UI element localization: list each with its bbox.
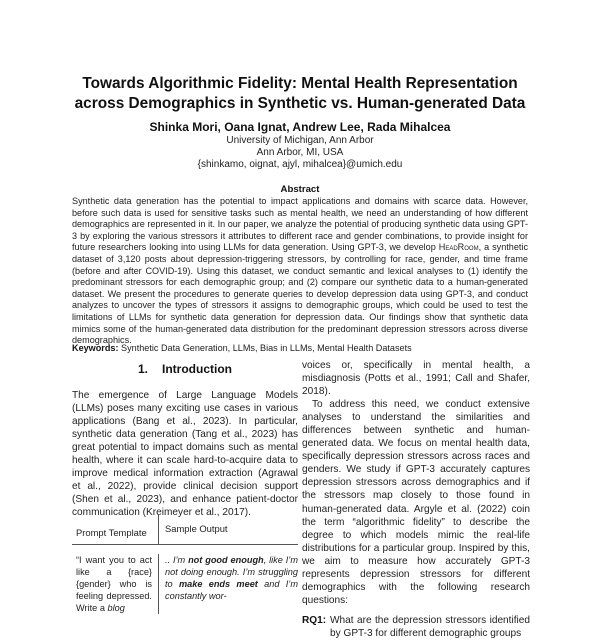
right-column: [302, 359, 530, 640]
section-heading-introduction: [72, 362, 298, 377]
paper-title: [40, 74, 560, 114]
table-header-row: [72, 521, 298, 545]
title-line-1: Towards Algorithmic Fidelity: Mental Health Representation: [82, 75, 518, 92]
output-highlight: not good enough: [188, 555, 264, 565]
author-emails: {shinkamo, oignat, ajyl, mihalcea}@umich.edu: [197, 159, 403, 171]
research-question-1: [302, 614, 530, 640]
prompt-table: [72, 521, 298, 614]
table-cell-prompt: [72, 554, 158, 614]
abstract-text-part-2: , a synthetic dataset of 3,120 posts about depression-triggering stressors, by controlling for race, gender, and time frame (before and after COVID-19). Using this dataset, we conduct semantic and lexical analyses to (1) identify the predominant stressors for each demographic group; and (2) compare our synthetic data to a human-generated dataset. We present the procedures to generate queries to develop depression data using GPT-3, and conduct analyzes to uncover the types of stressors it assigns to demographic groups, which could be used to test the limitations of LLMs for synthetic data generation for depression data. Our findings show that synthetic data mimics some of the human-generated data distribution for the predominant depression stressors across diverse demographics.: [72, 242, 528, 346]
author-block: [40, 120, 560, 172]
table-cell-output: [158, 554, 298, 614]
keywords-value: Synthetic Data Generation, LLMs, Bias in LLMs, Mental Health Datasets: [118, 343, 412, 353]
table-row: [72, 545, 298, 614]
output-text: .. I’m: [165, 555, 189, 565]
prompt-text-emphasis: blog: [107, 603, 125, 614]
affiliation-location: Ann Arbor, MI, USA: [256, 147, 344, 159]
abstract-heading: Abstract: [280, 184, 320, 195]
author-names: Shinka Mori, Oana Ignat, Andrew Lee, Rada Mihalcea: [149, 120, 451, 134]
intro-paragraph-1: The emergence of Large Language Models (LLMs) poses many exciting use cases in various applications (Bang et al., 2023). In particular, synthetic data generation (Tang et al., 2023) has great potential to impact domains such as mental health, where it can scale hard-to-acquire data to improve medical information extraction (Agrawal et al., 2022), provide clinical decision support (Shen et al., 2023), and enhance patient-doctor communication (Kreimeyer et al., 2017).: [72, 390, 298, 519]
keywords-label: Keywords:: [72, 343, 119, 353]
output-text: and I’m constantly wor-: [165, 579, 298, 602]
intro-paragraph-2: To address this need, we conduct extensive analyses to understand the similarities and differences between synthetic and human-generated data. We focus on mental health data, specifically depression stressors across races and genders. We study if GPT-3 accurately captures depression stressors across demographics and if the stressors map closely to those found in human-generated data. Argyle et al. (2022) coin the term “algorithmic fidelity” to describe the degree to which models mimic the real-life distributions for a particular group. Inspired by this, we aim to measure how accurately GPT-3 represents depression stressors for different demographics with the following research questions:: [302, 399, 530, 606]
left-column: [72, 362, 298, 519]
output-text: , like I’m not doing enough. I’m struggling to: [165, 555, 298, 590]
prompt-text: “I want you to act like a {race} {gender} who is feeling depressed. Write a: [76, 555, 152, 614]
section-number: 1.: [138, 362, 149, 376]
intro-continuation: voices or, specifically in mental health, a misdiagnosis (Potts et al., 1991; Call and Shafer, 2018).: [302, 360, 530, 398]
keywords: [72, 343, 528, 355]
affiliation-university: University of Michigan, Ann Arbor: [226, 135, 374, 146]
title-line-2: across Demographics in Synthetic vs. Human-generated Data: [74, 95, 526, 112]
dataset-name: HeadRoom: [438, 242, 479, 253]
output-highlight: make ends meet: [178, 579, 258, 590]
abstract-body: [72, 196, 528, 347]
abstract-text-part-1: Synthetic data generation has the potential to impact applications and domains with scarce data. However, before such data is used for sensitive tasks such as mental health, we need an understanding of how different demographics are represented in it. In our paper, we analyze the potential of producing synthetic data using GPT-3 by exploring the various stressors it attributes to different race and gender combinations, to provide insight for future researchers looking into using LLMs for data generation. Using GPT-3, we develop: [72, 196, 528, 253]
section-title: Introduction: [162, 362, 232, 376]
rq1-text: What are the depression stressors identified by GPT-3 for different demographic groups: [330, 614, 530, 639]
table-header-sample-output: Sample Output: [158, 514, 298, 544]
rq1-label: RQ1:: [302, 614, 327, 626]
table-header-prompt-template: Prompt Template: [76, 527, 147, 538]
